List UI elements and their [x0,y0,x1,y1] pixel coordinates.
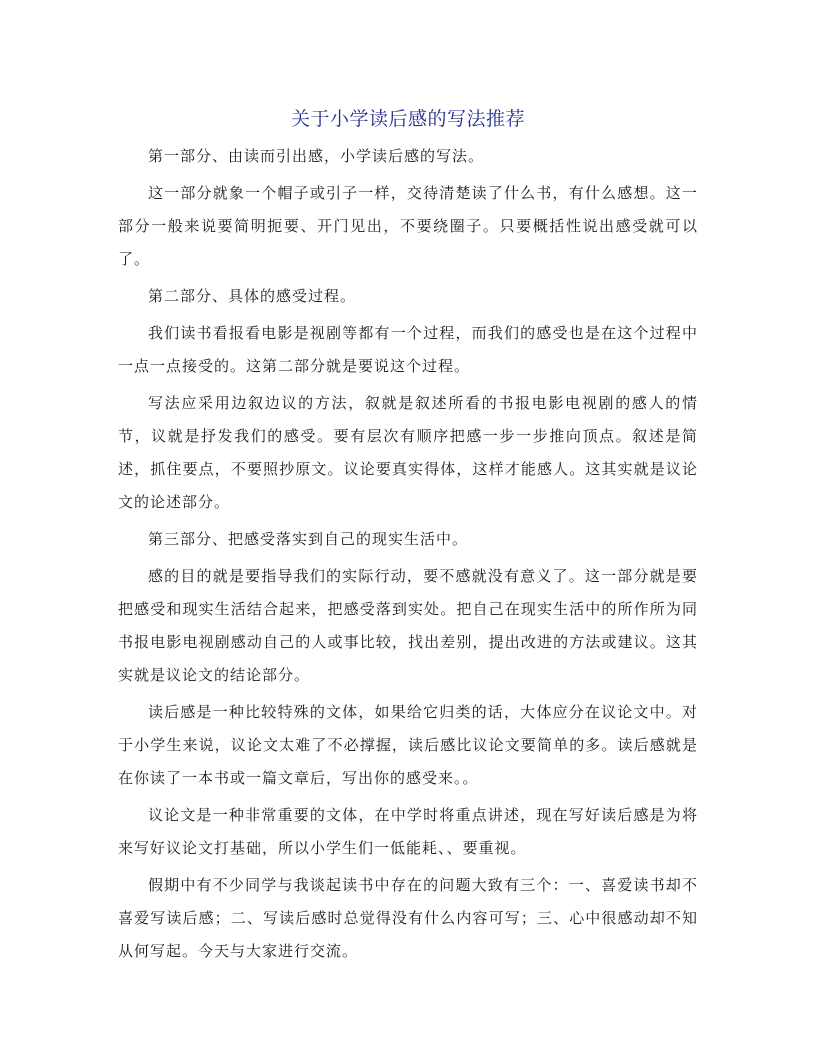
paragraph-9: 议论文是一种非常重要的文体，在中学时将重点讲述，现在写好读后感是为将来写好议论文打基础，所以小学生们一低能耗、、要重视。 [118,806,698,857]
paragraph-2: 这一部分就象一个帽子或引子一样，交待清楚读了什么书，有什么感想。这一部分一般来说要简明扼要、开门见出，不要绕圈子。只要概括性说出感受就可以了。 [118,184,698,268]
document-title: 关于小学读后感的写法推荐 [290,108,525,130]
paragraph-1: 第一部分、由读而引出感，小学读后感的写法。 [148,147,485,165]
paragraph-3: 第二部分、具体的感受过程。 [148,287,357,305]
paragraph-6: 第三部分、把感受落实到自己的现实生活中。 [148,530,469,548]
paragraph-8: 读后感是一种比较特殊的文体，如果给它归类的话，大体应分在议论文中。对于小学生来说，议论文太难了不必撑握，读后感比议论文要简单的多。读后感就是在你读了一本书或一篇文章后，写出你的感受来。。 [118,703,698,787]
paragraph-5: 写法应采用边叙边议的方法，叙就是叙述所看的书报电影电视剧的感人的情节，议就是抒发我们的感受。要有层次有顺序把感一步一步推向顶点。叙述是简述，抓住要点，不要照抄原文。议论要真实得体，这样才能感人。这其实就是议论文的论述部分。 [118,394,698,511]
paragraph-4: 我们读书看报看电影是视剧等都有一个过程，而我们的感受也是在这个过程中一点一点接受的。这第二部分就是要说这个过程。 [118,324,698,375]
paragraph-7: 感的目的就是要指导我们的实际行动，要不感就没有意义了。这一部分就是要把感受和现实生活结合起来，把感受落到实处。把自己在现实生活中的所作所为同书报电影电视剧感动自己的人或事比较，找出差别，提出改进的方法或建议。这其实就是议论文的结论部分。 [118,567,698,684]
document-page [118,96,698,968]
paragraph-10: 假期中有不少同学与我谈起读书中存在的问题大致有三个：一、喜爱读书却不喜爱写读后感；二、写读后感时总觉得没有什么内容可写；三、心中很感动却不知从何写起。今天与大家进行交流。 [118,876,698,960]
